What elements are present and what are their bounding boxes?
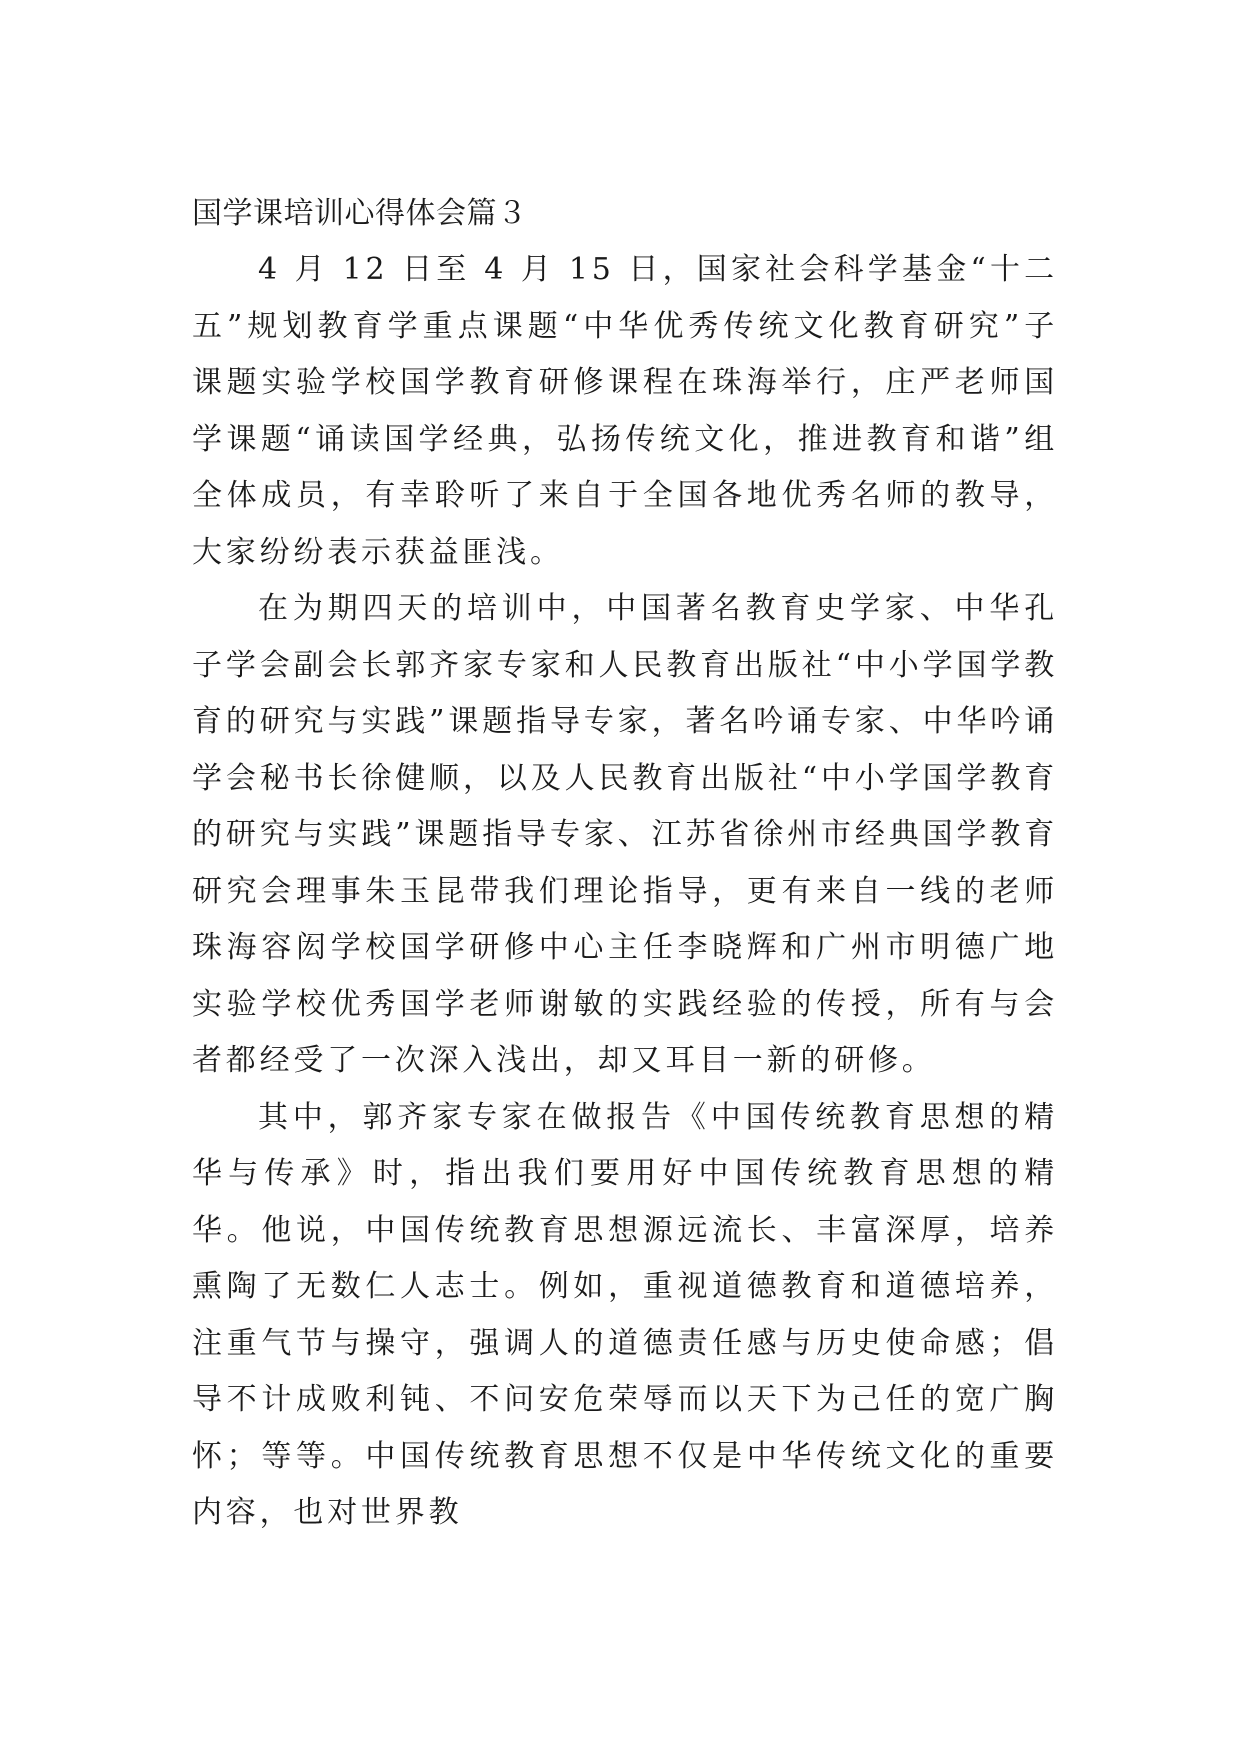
document-title: 国学课培训心得体会篇３ [192, 196, 528, 231]
paragraph-training-experts: 在为期四天的培训中，中国著名教育史学家、中华孔子学会副会长郭齐家专家和人民教育出版社“中小学国学教育的研究与实践”课题指导专家，著名吟诵专家、中华吟诵学会秘书长徐健顺，以及人民教育出版社“中小学国学教育的研究与实践”课题指导专家、江苏省徐州市经典国学教育研究会理事朱玉昆带我们理论指导，更有来自一线的老师珠海容闳学校国学研修中心主任李晓辉和广州市明德广地实验学校优秀国学老师谢敏的实践经验的传授，所有与会者都经受了一次深入浅出，却又耳目一新的研修。 [192, 591, 1058, 1078]
paragraph-guo-report: 其中，郭齐家专家在做报告《中国传统教育思想的精华与传承》时，指出我们要用好中国传统教育思想的精华。他说，中国传统教育思想源远流长、丰富深厚，培养熏陶了无数仁人志士。例如，重视道德教育和道德培养，注重气节与操守，强调人的道德责任感与历史使命感；倡导不计成败利钝、不问安危荣辱而以天下为己任的宽广胸怀；等等。中国传统教育思想不仅是中华传统文化的重要内容，也对世界教 [192, 1099, 1058, 1530]
paragraph-event-intro: 4 月 12 日至 4 月 15 日，国家社会科学基金“十二五”规划教育学重点课题“中华优秀传统文化教育研究”子课题实验学校国学教育研修课程在珠海举行，庄严老师国学课题“诵读国学经典，弘扬传统文化，推进教育和谐”组全体成员，有幸聆听了来自于全国各地优秀名师的教导，大家纷纷表示获益匪浅。 [192, 252, 1058, 570]
document-page [192, 186, 1058, 1542]
